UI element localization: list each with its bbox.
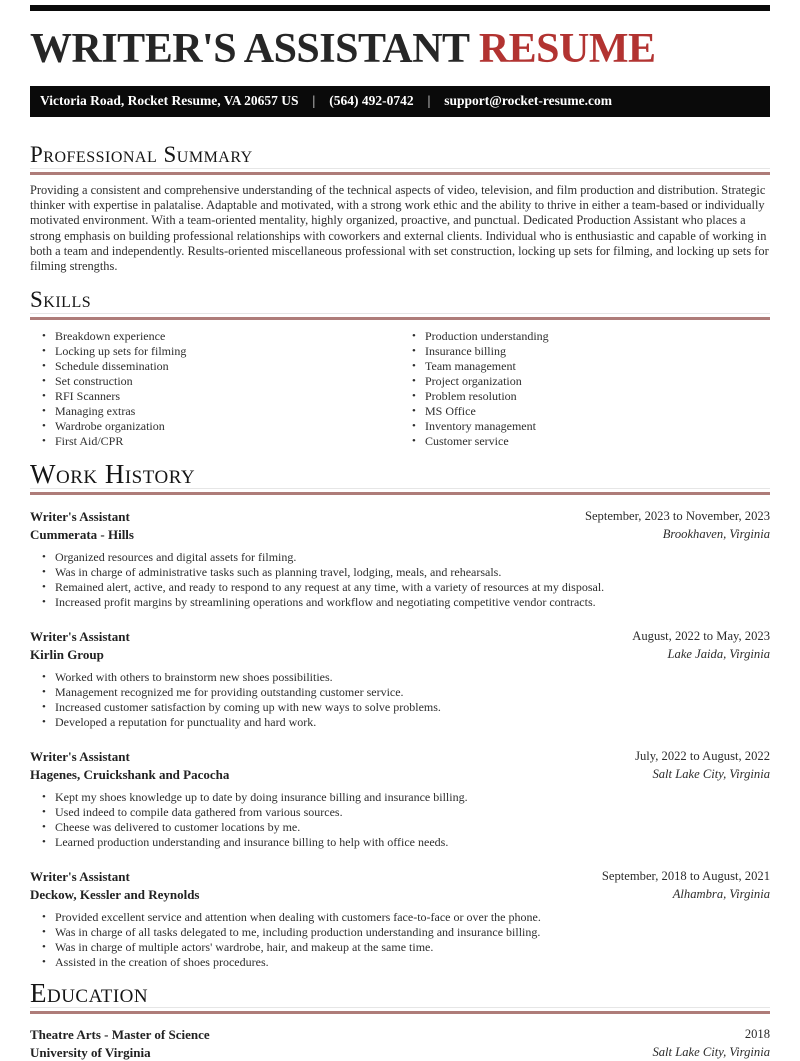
skill-item: • Managing extras (30, 404, 400, 419)
page-title-main: WRITER'S ASSISTANT (30, 26, 469, 72)
job-company-row (30, 646, 770, 664)
skill-item: • Set construction (30, 374, 400, 389)
job-location: Salt Lake City, Virginia (652, 766, 770, 781)
skills-heading: Skills (30, 288, 770, 314)
job-bullet: • Cheese was delivered to customer locations by me. (30, 820, 770, 835)
education-school-row (30, 1044, 770, 1061)
skills-columns (30, 329, 770, 449)
work-history-heading-rule (30, 492, 770, 495)
section-professional-summary (30, 143, 770, 274)
section-education (30, 980, 770, 1061)
summary-heading-rule (30, 172, 770, 175)
job-company-row (30, 526, 770, 544)
job-location: Lake Jaida, Virginia (667, 646, 770, 661)
education-degree: Theatre Arts - Master of Science (30, 1027, 210, 1043)
work-history-section-head (30, 461, 770, 495)
resume-page (0, 5, 800, 1061)
job-bullet: • Increased customer satisfaction by coming up with new ways to solve problems. (30, 700, 770, 715)
education-location: Salt Lake City, Virginia (652, 1044, 770, 1059)
job-entry (30, 628, 770, 730)
job-company: Hagenes, Cruickshank and Pacocha (30, 766, 230, 782)
skill-item: • Team management (400, 359, 770, 374)
skill-item: • First Aid/CPR (30, 434, 400, 449)
skill-item: • Problem resolution (400, 389, 770, 404)
skill-item: • Inventory management (400, 419, 770, 434)
job-entry (30, 748, 770, 850)
job-bullet: • Provided excellent service and attention when dealing with customers face-to-face or over the phone. (30, 910, 770, 925)
job-bullet: • Used indeed to compile data gathered from various sources. (30, 805, 770, 820)
education-heading-rule (30, 1011, 770, 1014)
job-company: Cummerata - Hills (30, 526, 134, 542)
page-title (30, 26, 770, 72)
job-dates: September, 2023 to November, 2023 (584, 509, 770, 524)
job-bullet-list (30, 790, 770, 850)
skills-column-right (400, 329, 770, 449)
skill-item: • Schedule dissemination (30, 359, 400, 374)
skill-item: • RFI Scanners (30, 389, 400, 404)
job-title: Writer's Assistant (30, 749, 130, 765)
job-bullet: • Worked with others to brainstorm new shoes possibilities. (30, 670, 770, 685)
job-entry (30, 508, 770, 610)
skill-item: • Wardrobe organization (30, 419, 400, 434)
job-bullet: • Kept my shoes knowledge up to date by doing insurance billing and insurance billing. (30, 790, 770, 805)
job-title-row (30, 748, 770, 766)
skills-column-left (30, 329, 400, 449)
skill-item: • Locking up sets for filming (30, 344, 400, 359)
contact-address: Victoria Road, Rocket Resume, VA 20657 US (40, 93, 299, 108)
job-bullet-list (30, 910, 770, 970)
education-school: University of Virginia (30, 1044, 151, 1060)
job-bullet: • Was in charge of administrative tasks such as planning travel, lodging, meals, and rehearsals. (30, 565, 770, 580)
job-bullet: • Was in charge of all tasks delegated to me, including production understanding and insurance billing. (30, 925, 770, 940)
job-bullet: • Increased profit margins by streamlining operations and workflow and negotiating competitive vendor contracts. (30, 595, 770, 610)
job-list (30, 508, 770, 970)
job-location: Brookhaven, Virginia (662, 526, 770, 541)
skills-heading-rule (30, 317, 770, 320)
job-dates: September, 2018 to August, 2021 (601, 869, 770, 884)
job-title-row (30, 868, 770, 886)
page-title-accent: RESUME (478, 26, 656, 72)
summary-paragraph: Providing a consistent and comprehensive understanding of the technical aspects of video, television, and film production and distribution. Strategic thinker with expertise in palatalise. Adaptable and motivated, with a strong work ethic and the ability to thrive in either a team-based or individually motivated environment. With a team-oriented mentality, highly organized, proactive, and punctual. Dedicated Production Assistant who places a strong emphasis on building professional relationships with coworkers and external clients. Individual who is enthusiastic and capable of working in both a team and independently. Results-oriented miscellaneous professional with set construction, locking up sets for filming, and locking up sets for filming strengths. (30, 183, 769, 274)
job-company: Kirlin Group (30, 646, 104, 662)
contact-bar (30, 86, 770, 117)
job-title: Writer's Assistant (30, 629, 130, 645)
skill-item: • Production understanding (400, 329, 770, 344)
job-bullet: • Developed a reputation for punctuality and hard work. (30, 715, 770, 730)
top-rule-bar (30, 5, 770, 11)
contact-separator: | (427, 93, 431, 108)
job-bullet-list (30, 670, 770, 730)
contact-phone: (564) 492-0742 (329, 93, 414, 108)
contact-email: support@rocket-resume.com (444, 93, 612, 108)
job-dates: August, 2022 to May, 2023 (632, 629, 770, 644)
job-bullet-list (30, 550, 770, 610)
section-skills (30, 288, 770, 449)
job-dates: July, 2022 to August, 2022 (635, 749, 770, 764)
work-history-heading: Work History (30, 461, 770, 489)
summary-heading: Professional Summary (30, 143, 770, 169)
education-year: 2018 (744, 1027, 770, 1042)
section-work-history (30, 461, 770, 970)
skills-section-head (30, 288, 770, 320)
education-section-head (30, 980, 770, 1014)
skill-item: • Insurance billing (400, 344, 770, 359)
job-bullet: • Was in charge of multiple actors' wardrobe, hair, and makeup at the same time. (30, 940, 770, 955)
education-entry (30, 1026, 770, 1061)
skill-item: • Breakdown experience (30, 329, 400, 344)
skill-item: • Project organization (400, 374, 770, 389)
job-bullet: • Learned production understanding and insurance billing to help with office needs. (30, 835, 770, 850)
job-title-row (30, 628, 770, 646)
job-bullet: • Management recognized me for providing outstanding customer service. (30, 685, 770, 700)
skill-item: • Customer service (400, 434, 770, 449)
job-location: Alhambra, Virginia (672, 886, 770, 901)
job-bullet: • Organized resources and digital assets for filming. (30, 550, 770, 565)
job-entry (30, 868, 770, 970)
skill-item: • MS Office (400, 404, 770, 419)
job-title: Writer's Assistant (30, 869, 130, 885)
education-heading: Education (30, 980, 770, 1008)
summary-section-head (30, 143, 770, 175)
job-title: Writer's Assistant (30, 509, 130, 525)
job-title-row (30, 508, 770, 526)
job-bullet: • Assisted in the creation of shoes procedures. (30, 955, 770, 970)
job-company-row (30, 766, 770, 784)
contact-separator: | (312, 93, 316, 108)
job-company-row (30, 886, 770, 904)
job-bullet: • Remained alert, active, and ready to respond to any request at any time, with a variety of resources at my disposal. (30, 580, 770, 595)
job-company: Deckow, Kessler and Reynolds (30, 886, 200, 902)
